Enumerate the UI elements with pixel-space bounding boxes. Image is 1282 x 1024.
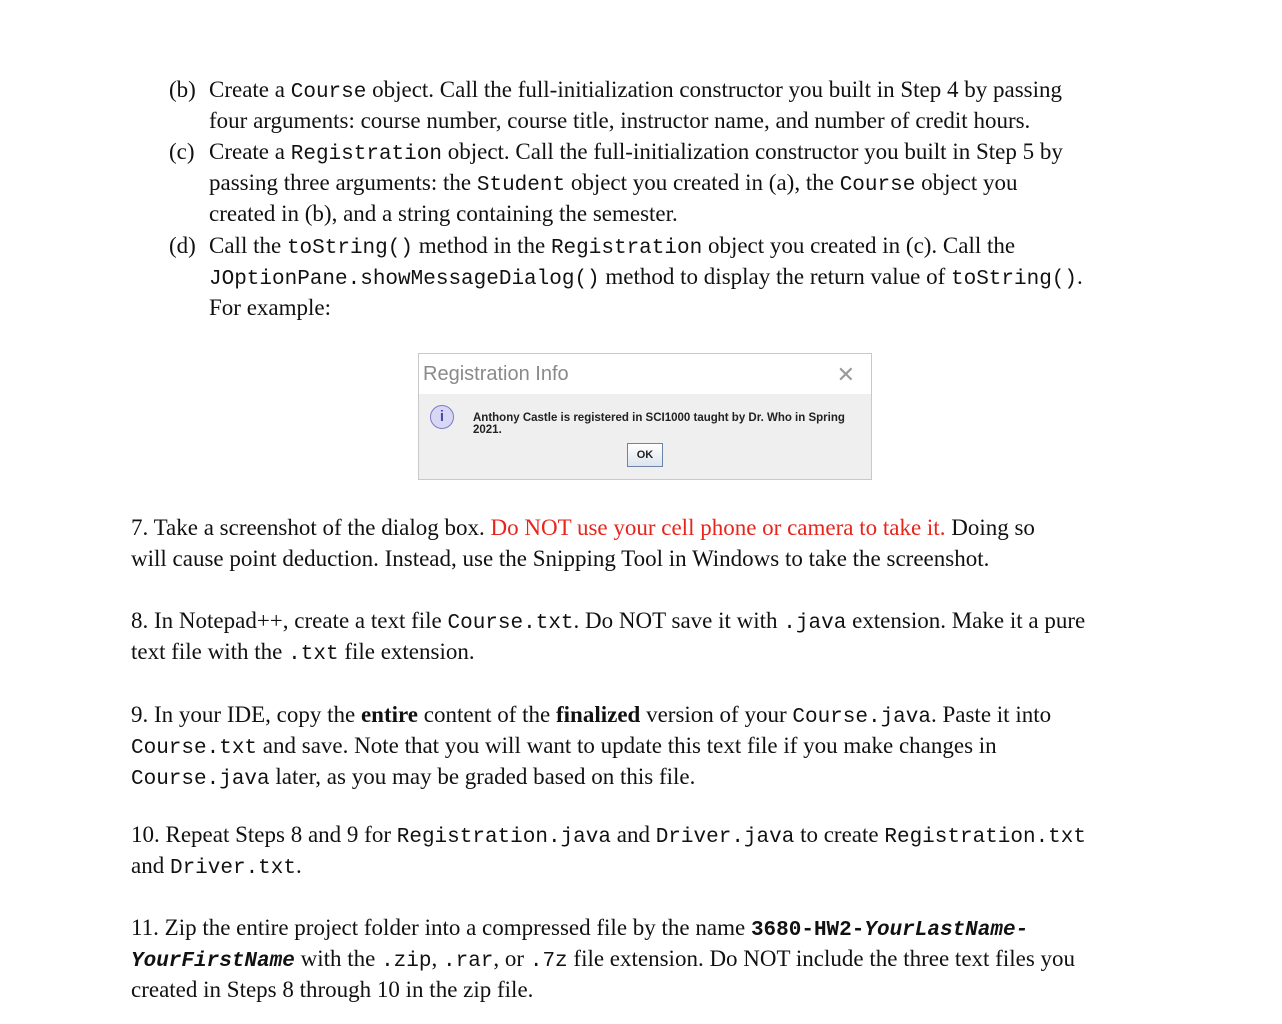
code-text: 3680-HW2- — [750, 919, 865, 942]
text: object. Call the full-initialization constructor you built in Step 5 by — [441, 139, 1063, 164]
text: object you — [915, 170, 1018, 195]
text-line — [131, 699, 1051, 730]
text: will cause point deduction. Instead, use the Snipping Tool in Windows to take the screenshot. — [131, 546, 990, 571]
code-text: Course — [290, 81, 367, 104]
text-line — [131, 730, 1051, 761]
text-line — [131, 543, 1035, 574]
text: created in Steps 8 through 10 in the zip file. — [131, 977, 534, 1002]
text: Call the — [209, 233, 287, 258]
text: method in the — [412, 233, 551, 258]
dialog-title: Registration Info — [423, 363, 569, 385]
step-9 — [131, 699, 1051, 792]
text-line — [209, 198, 1063, 229]
code-text: .rar — [443, 950, 494, 973]
text-line — [131, 605, 1085, 636]
text: Create a — [209, 139, 291, 164]
code-text: Course — [839, 174, 916, 197]
step-10 — [131, 819, 1086, 881]
text: extension. Make it a pure — [846, 608, 1086, 633]
text: file extension. Do NOT include the three text files you — [567, 946, 1076, 971]
text-line — [131, 974, 1075, 1005]
code-text: Registration — [290, 143, 442, 166]
registration-info-dialog — [418, 353, 872, 480]
close-icon[interactable]: ✕ — [836, 362, 855, 387]
step-11 — [131, 912, 1075, 1005]
code-text: .txt — [288, 643, 339, 666]
text-line — [209, 261, 1083, 292]
item-label: (c) — [169, 139, 195, 164]
step-6c — [169, 136, 1063, 229]
code-text: .7z — [529, 950, 568, 973]
text-line — [131, 912, 1075, 943]
step-6b — [169, 74, 1062, 136]
code-text: Course.txt — [447, 612, 574, 635]
text: later, as you may be graded based on this file. — [269, 764, 696, 789]
step-8 — [131, 605, 1085, 667]
text: For example: — [209, 295, 331, 320]
bold-text: entire — [360, 702, 419, 727]
dialog-title-bar — [419, 354, 871, 394]
text: Doing so — [945, 515, 1035, 540]
step-7 — [131, 512, 1035, 574]
code-text: .zip — [381, 950, 432, 973]
item-label: (b) — [169, 77, 196, 102]
text: method to display the return value of — [599, 264, 951, 289]
text-line — [209, 74, 1062, 105]
code-text: Course.java — [131, 768, 270, 791]
bold-text: finalized — [555, 702, 641, 727]
code-text: Registration — [550, 237, 703, 260]
code-text: Course.java — [792, 706, 931, 729]
text: to create — [794, 822, 885, 847]
step-6d — [169, 230, 1083, 323]
text: passing three arguments: the — [209, 170, 477, 195]
text-line — [131, 850, 1086, 881]
text-line — [131, 512, 1035, 543]
text-line — [131, 943, 1075, 974]
text: created in (b), and a string containing the semester. — [209, 201, 678, 226]
text: file extension. — [338, 639, 475, 664]
text: , or — [493, 946, 530, 971]
text: . — [296, 853, 302, 878]
text: 11. Zip the entire project folder into a compressed file by the name — [131, 915, 751, 940]
text-line — [209, 136, 1063, 167]
text-line — [131, 761, 1051, 792]
text: . Paste it into — [930, 702, 1052, 727]
text: 7. Take a screenshot of the dialog box. — [131, 515, 491, 540]
ok-button[interactable]: OK — [627, 443, 663, 467]
code-text: Registration.java — [396, 826, 611, 849]
code-text: Course.txt — [131, 737, 258, 760]
text: , — [431, 946, 443, 971]
item-label: (d) — [169, 233, 196, 258]
code-text: toString() — [950, 268, 1078, 291]
text: 9. In your IDE, copy the — [131, 702, 361, 727]
text: with the — [294, 946, 382, 971]
text: . Do NOT save it with — [573, 608, 784, 633]
text: Create a — [209, 77, 291, 102]
text-line — [131, 819, 1086, 850]
code-text: toString() — [286, 237, 413, 260]
text: 10. Repeat Steps 8 and 9 for — [131, 822, 397, 847]
code-text: Registration.txt — [884, 826, 1086, 849]
text-line — [209, 167, 1063, 198]
text-line — [131, 636, 1085, 667]
dialog-message: Anthony Castle is registered in SCI1000 taught by Dr. Who in Spring 2021. — [473, 412, 845, 436]
text: four arguments: course number, course title, instructor name, and number of credit hours. — [209, 108, 1031, 133]
text: and — [610, 822, 656, 847]
code-text: YourLastName- — [864, 919, 1029, 942]
code-text: YourFirstName — [131, 950, 295, 973]
warning-text: Do NOT use your cell phone or camera to take it. — [490, 515, 946, 540]
text: and save. Note that you will want to update this text file if you make changes in — [257, 733, 997, 758]
info-icon: i — [430, 405, 454, 429]
text: object. Call the full-initialization constructor you built in Step 4 by passing — [366, 77, 1062, 102]
text-line — [209, 230, 1083, 261]
text: 8. In Notepad++, create a text file — [131, 608, 448, 633]
text: . — [1077, 264, 1083, 289]
text-line — [209, 292, 1083, 323]
text: and — [131, 853, 170, 878]
text: object you created in (a), the — [565, 170, 840, 195]
text: text file with the — [131, 639, 289, 664]
text: object you created in (c). Call the — [702, 233, 1016, 258]
code-text: .java — [783, 612, 847, 635]
code-text: Student — [476, 174, 566, 197]
code-text: JOptionPane.showMessageDialog() — [209, 268, 600, 291]
text: version of your — [640, 702, 793, 727]
code-text: Driver.java — [655, 826, 795, 849]
text: content of the — [418, 702, 556, 727]
code-text: Driver.txt — [169, 857, 296, 880]
text-line — [209, 105, 1062, 136]
